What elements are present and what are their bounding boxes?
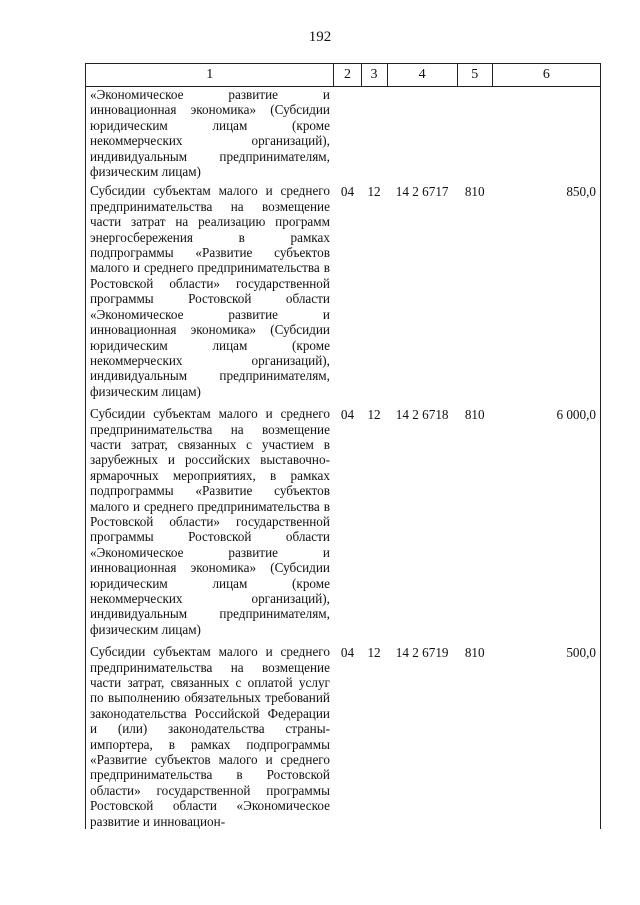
- row-amount: 6 000,0: [492, 406, 600, 644]
- table-row: [86, 183, 601, 406]
- row-description: Субсидии субъектам малого и среднего предпринимательства на возмещение части затрат, связанных с участием в зарубежных и российских выставочно-ярмарочных мероприятиях, в рамках подпрограммы «Развитие субъектов малого и среднего предпринимательства в Ростовской области» государственной программы Ростовской области «Экономическое развитие и инновационная экономика» (Субсидии юридическим лицам (кроме некоммерческих организаций), индивидуальным предпринимателям, физическим лицам): [86, 406, 334, 644]
- column-header: 4: [387, 64, 457, 87]
- table-row: [86, 644, 601, 829]
- row-amount: 850,0: [492, 183, 600, 406]
- row-expense-type: [457, 87, 492, 184]
- column-header: 5: [457, 64, 492, 87]
- column-header: 6: [492, 64, 600, 87]
- row-section-code: 04: [340, 645, 355, 661]
- row-subsection-code: 12: [367, 184, 381, 200]
- row-expense-type: 810: [464, 184, 485, 200]
- row-subsection-code: [361, 87, 387, 184]
- table-header-row: [86, 64, 601, 87]
- column-header: 2: [334, 64, 361, 87]
- page-number: 192: [308, 29, 332, 45]
- row-amount: [492, 87, 600, 184]
- row-description: Субсидии субъектам малого и среднего предпринимательства на возмещение части затрат, связанных с оплатой услуг по выполнению обязательных требований законодательства Российской Федерации и (или) законодательства страны-импортера, в рамках подпрограммы «Развитие субъектов малого и среднего предпринимательства в Ростовской области» государственной программы Ростовской области «Экономическое развитие и инновацион-: [86, 644, 334, 829]
- row-target-code: [387, 87, 457, 184]
- row-section-code: 04: [340, 184, 355, 200]
- row-expense-type: 810: [464, 645, 485, 661]
- row-expense-type: 810: [464, 407, 485, 423]
- budget-table: [85, 63, 601, 829]
- row-target-code: 14 2 6717: [395, 184, 449, 200]
- row-section-code: 04: [340, 407, 355, 423]
- row-description: «Экономическое развитие и инновационная экономика» (Субсидии юридическим лицам (кроме некоммерческих организаций), индивидуальным предпринимателям, физическим лицам): [86, 87, 334, 184]
- column-header: 1: [86, 64, 334, 87]
- table-row: [86, 87, 601, 184]
- row-subsection-code: 12: [367, 407, 381, 423]
- row-description: Субсидии субъектам малого и среднего предпринимательства на возмещение части затрат на реализацию программ энергосбережения в рамках подпрограммы «Развитие субъектов малого и среднего предпринимательства в Ростовской области» государственной программы Ростовской области «Экономическое развитие и инновационная экономика» (Субсидии юридическим лицам (кроме некоммерческих организаций), индивидуальным предпринимателям, физическим лицам): [86, 183, 334, 406]
- column-header: 3: [361, 64, 387, 87]
- row-target-code: 14 2 6718: [395, 407, 449, 423]
- row-subsection-code: 12: [367, 645, 381, 661]
- row-amount: 500,0: [492, 644, 600, 829]
- row-section-code: [334, 87, 361, 184]
- row-target-code: 14 2 6719: [395, 645, 449, 661]
- table-row: [86, 406, 601, 644]
